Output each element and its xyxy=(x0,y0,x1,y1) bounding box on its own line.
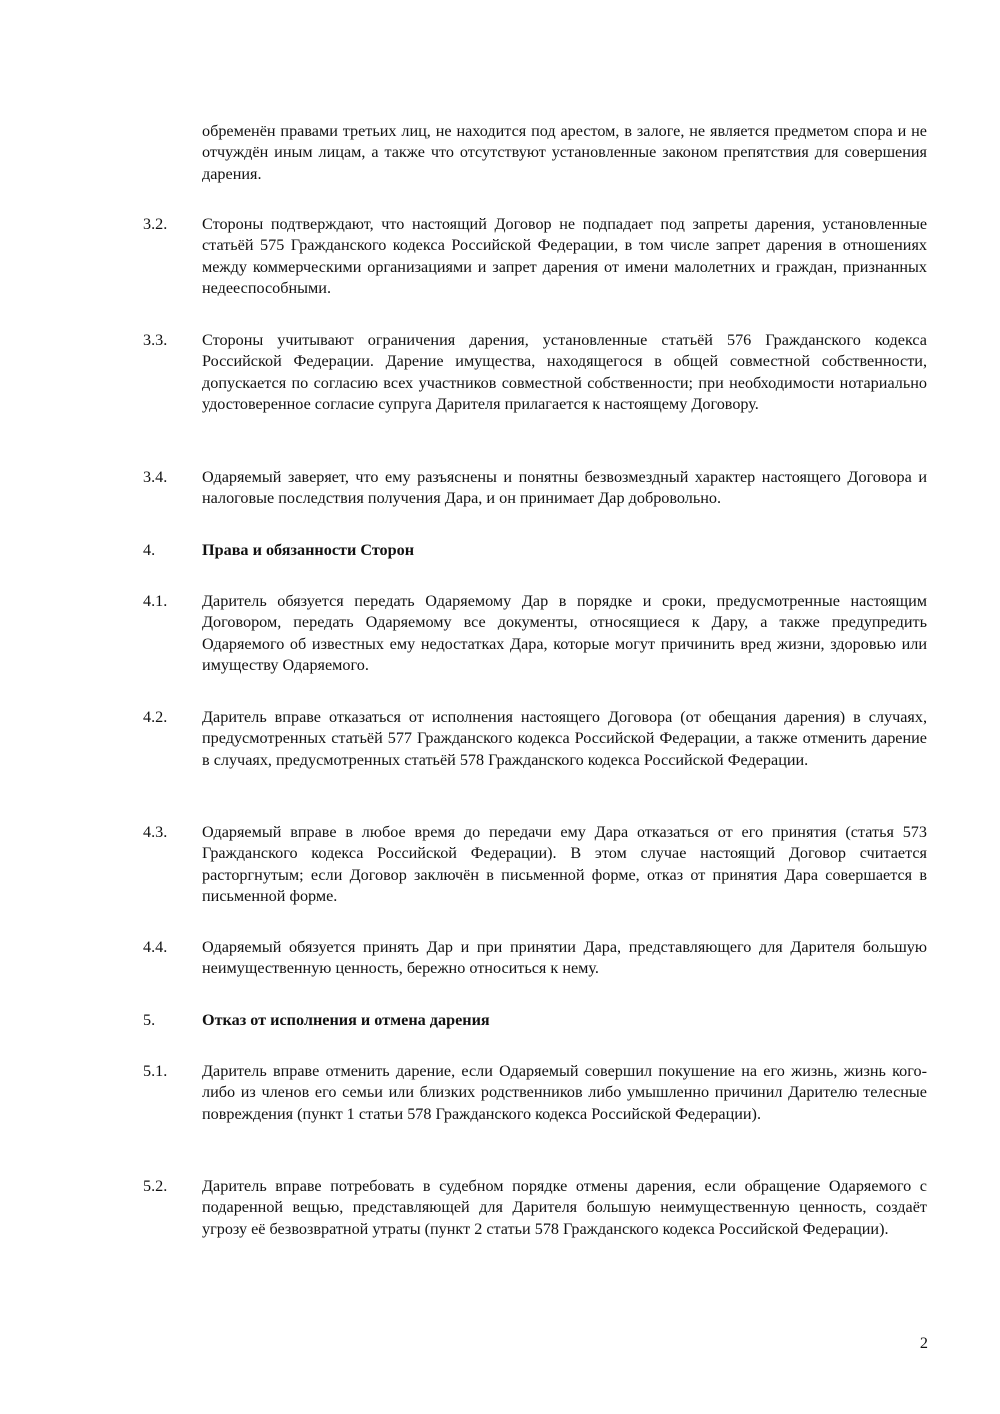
clause-text: Даритель обязуется передать Одаряемому Дар в порядке и сроки, предусмотренные настоящим Договором, передать Одаряемому все документы, относящиеся к Дару, а также предупредить Одаряемого об известных ему недостатках Дара, которые могут причинить вред жизни, здоровью или имуществу Одаряемого. xyxy=(202,592,927,674)
clause-number: 4.4. xyxy=(143,938,168,956)
clause-3-4 xyxy=(143,467,927,510)
section-number: 4. xyxy=(143,541,156,559)
clause-5-1 xyxy=(143,1061,927,1125)
section-heading-4 xyxy=(143,540,927,561)
clause-4-1 xyxy=(143,591,927,676)
clause-number: 3.2. xyxy=(143,215,168,233)
clause-text: Стороны учитывают ограничения дарения, установленные статьёй 576 Гражданского кодекса Российской Федерации. Дарение имущества, находящегося в общей совместной собственности, допускается по согласию всех участников совместной собственности; при необходимости нотариально удостоверенное согласие супруга Дарителя прилагается к настоящему Договору. xyxy=(202,331,927,413)
section-title: Права и обязанности Сторон xyxy=(202,541,415,559)
section-number: 5. xyxy=(143,1011,156,1029)
clause-number: 3.3. xyxy=(143,331,168,349)
section-heading-5 xyxy=(143,1010,927,1031)
clause-text: Одаряемый вправе в любое время до передачи ему Дара отказаться от его принятия (статья 573 Гражданского кодекса Российской Федерации). В этом случае настоящий Договор считается расторгнутым; если Договор заключён в письменной форме, отказ от принятия Дара совершается в письменной форме. xyxy=(202,823,927,905)
continuation-paragraph: обременён правами третьих лиц, не находится под арестом, в залоге, не является предметом спора и не отчуждён иным лицам, а также что отсутствуют установленные законом препятствия для совершения дарения. xyxy=(202,122,927,183)
clause-text: Даритель вправе отменить дарение, если Одаряемый совершил покушение на его жизнь, жизнь кого-либо из членов его семьи или близких родственников либо умышленно причинил Дарителю телесные повреждения (пункт 1 статьи 578 Гражданского кодекса Российской Федерации). xyxy=(202,1062,927,1123)
clause-4-3 xyxy=(143,822,927,907)
clause-text: Стороны подтверждают, что настоящий Договор не подпадает под запреты дарения, установленные статьёй 575 Гражданского кодекса Российской Федерации, в том числе запрет дарения в отношениях между коммерческими организациями и запрет дарения от имени малолетних и граждан, признанных недееспособными. xyxy=(202,215,927,297)
clause-3-2 xyxy=(143,214,927,299)
page-number: 2 xyxy=(919,1334,928,1352)
section-title: Отказ от исполнения и отмена дарения xyxy=(202,1011,490,1029)
clause-text: Одаряемый заверяет, что ему разъяснены и понятны безвозмездный характер настоящего Договора и налоговые последствия получения Дара, и он принимает Дар добровольно. xyxy=(202,468,927,508)
clause-4-4 xyxy=(143,937,927,980)
clause-number: 4.3. xyxy=(143,823,168,841)
clause-5-2 xyxy=(143,1176,927,1240)
clause-number: 4.1. xyxy=(143,592,168,610)
clause-text: Даритель вправе потребовать в судебном порядке отмены дарения, если обращение Одаряемого с подаренной вещью, представляющей для Дарителя большую неимущественную ценность, создаёт угрозу её безвозвратной утраты (пункт 2 статьи 578 Гражданского кодекса Российской Федерации). xyxy=(202,1177,927,1238)
clause-number: 5.1. xyxy=(143,1062,168,1080)
clause-3-3 xyxy=(143,330,927,415)
clause-text: Одаряемый обязуется принять Дар и при принятии Дара, представляющего для Дарителя большую неимущественную ценность, бережно относиться к нему. xyxy=(202,938,927,978)
clause-number: 5.2. xyxy=(143,1177,168,1195)
clause-4-2 xyxy=(143,707,927,771)
clause-number: 3.4. xyxy=(143,468,168,486)
clause-number: 4.2. xyxy=(143,708,168,726)
clause-text: Даритель вправе отказаться от исполнения настоящего Договора (от обещания дарения) в случаях, предусмотренных статьёй 577 Гражданского кодекса Российской Федерации, а также отменить дарение в случаях, предусмотренных статьёй 578 Гражданского кодекса Российской Федерации. xyxy=(202,708,927,769)
